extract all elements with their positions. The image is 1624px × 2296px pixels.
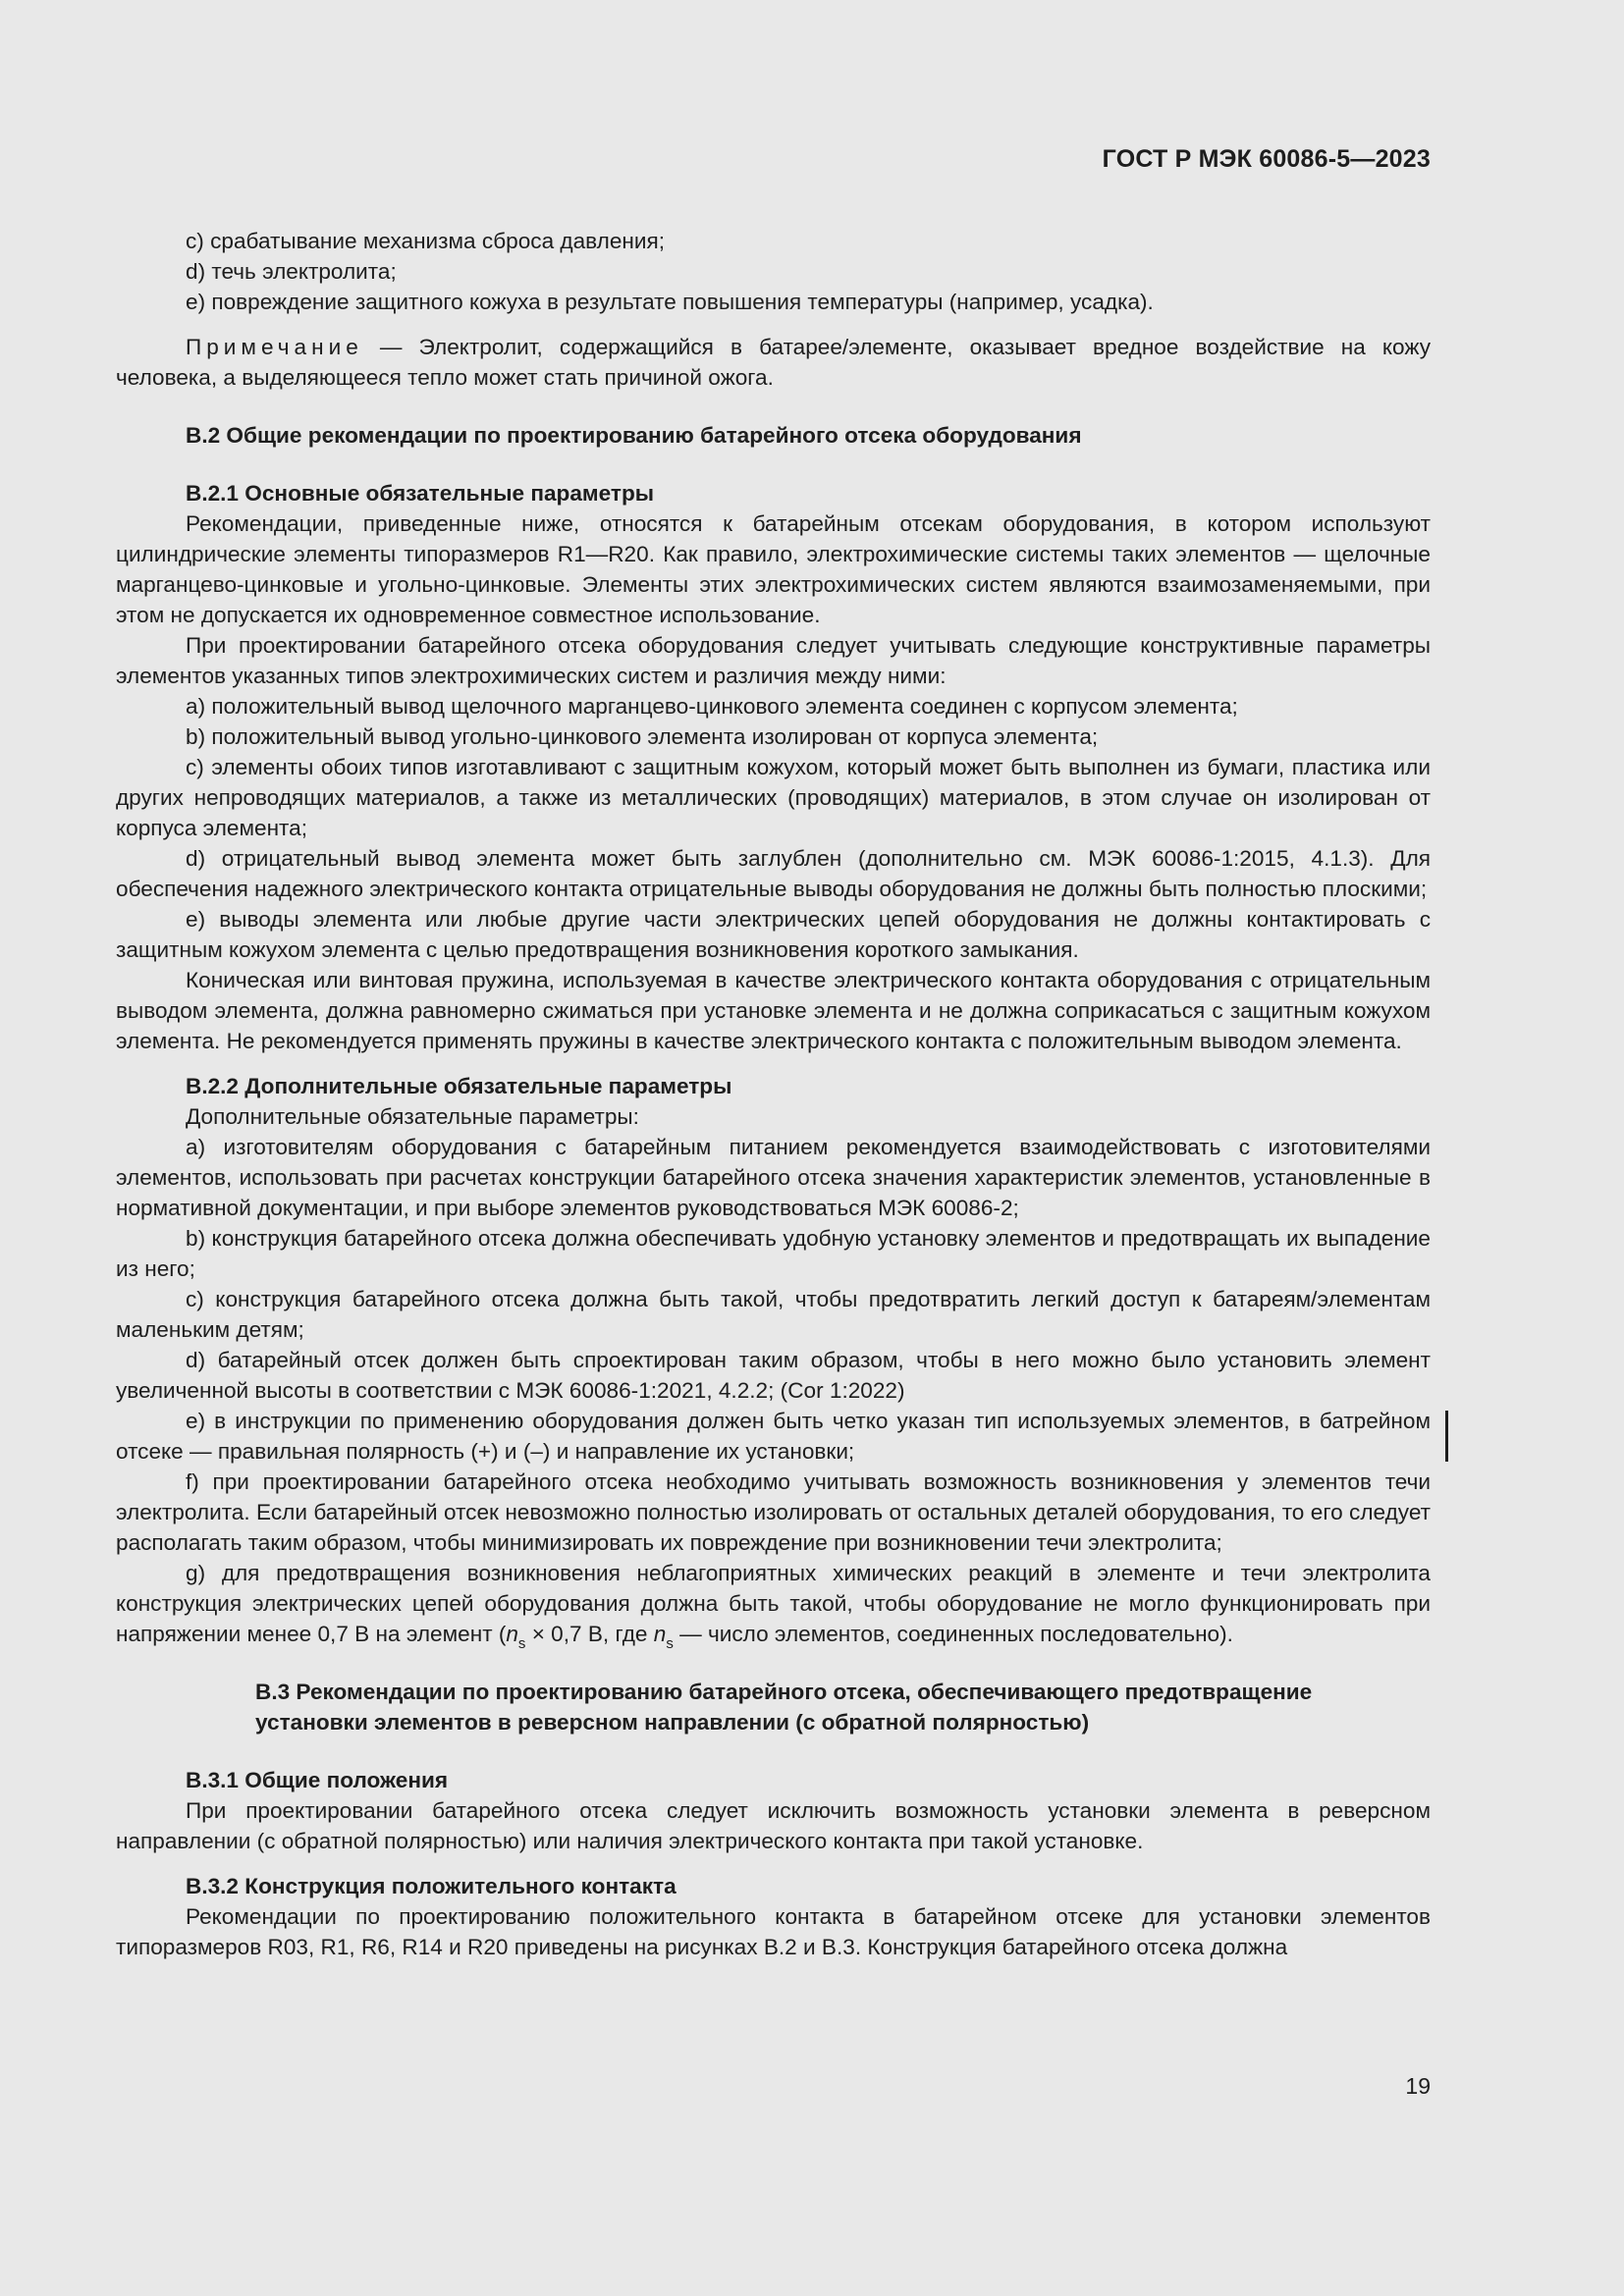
list-item: b) конструкция батарейного отсека должна обеспечивать удобную установку элементов и предотвращать их выпадение из него; — [116, 1226, 1431, 1281]
paragraph: Дополнительные обязательные параметры: — [186, 1104, 639, 1129]
paragraph: При проектировании батарейного отсека оборудования следует учитывать следующие конструктивные параметры элементов указанных типов электрохимических систем и различия между ними: — [116, 633, 1431, 688]
paragraph: Рекомендации по проектированию положительного контакта в батарейном отсеке для установки элементов типоразмеров R03, R1, R6, R14 и R20 приведены на рисунках B.2 и B.3. Конструкция батарейного отсека должна — [116, 1904, 1431, 1959]
list-item: d) батарейный отсек должен быть спроектирован таким образом, чтобы в него можно было установить элемент увеличенной высоты в соответствии с МЭК 60086-1:2021, 4.2.2; (Cor 1:2022) — [116, 1348, 1431, 1403]
list-item: c) срабатывание механизма сброса давления; — [186, 229, 666, 253]
note-text: — Электролит, содержащийся в батарее/элементе, оказывает вредное воздействие на кожу человека, а выделяющееся тепло может стать причиной ожога. — [116, 335, 1431, 390]
change-marker-bar — [1445, 1411, 1448, 1462]
list-item: c) элементы обоих типов изготавливают с защитным кожухом, который может быть выполнен из бумаги, пластика или других непроводящих материалов, а также из металлических (проводящих) материалов, в этом случае он изолирован от корпуса элемента; — [116, 755, 1431, 840]
page-number: 19 — [1405, 2073, 1431, 2099]
note-paragraph — [116, 332, 1431, 393]
list-item: d) течь электролита; — [186, 259, 397, 284]
list-item: a) положительный вывод щелочного марганцево-цинкового элемента соединен с корпусом элемента; — [186, 694, 1238, 719]
list-item: f) при проектировании батарейного отсека необходимо учитывать возможность возникновения у элементов течи электролита. Если батарейный отсек невозможно полностью изолировать от остальных деталей оборудования, то его следует располагать таким образом, чтобы минимизировать их повреждение при возникновении течи электролита; — [116, 1469, 1431, 1555]
list-item: e) повреждение защитного кожуха в результате повышения температуры (например, усадка). — [186, 290, 1154, 314]
paragraph: Рекомендации, приведенные ниже, относятся к батарейным отсекам оборудования, в котором используют цилиндрические элементы типоразмеров R1—R20. Как правило, электрохимические системы таких элементов — щелочные марганцево-цинковые и угольно-цинковые. Элементы этих электрохимических систем являются взаимозаменяемыми, при этом не допускается их одновременное совместное использование. — [116, 511, 1431, 627]
paragraph: Коническая или винтовая пружина, используемая в качестве электрического контакта оборудования с отрицательным выводом элемента, должна равномерно сжиматься при установке элемента и не должна соприкасаться с защитным кожухом элемента. Не рекомендуется применять пружины в качестве электрического контакта с положительным выводом элемента. — [116, 968, 1431, 1053]
subsection-heading-b22: B.2.2 Дополнительные обязательные параметры — [186, 1074, 732, 1098]
page-content — [116, 226, 1431, 1962]
list-item: b) положительный вывод угольно-цинкового элемента изолирован от корпуса элемента; — [186, 724, 1099, 749]
list-item: d) отрицательный вывод элемента может быть заглублен (дополнительно см. МЭК 60086-1:2015, 4.1.3). Для обеспечения надежного электрического контакта отрицательные выводы оборудования не должны быть полностью плоскими; — [116, 846, 1431, 901]
section-heading-b2: B.2 Общие рекомендации по проектированию батарейного отсека оборудования — [186, 423, 1082, 448]
subsection-heading-b32: B.3.2 Конструкция положительного контакта — [186, 1874, 677, 1898]
list-item: c) конструкция батарейного отсека должна быть такой, чтобы предотвратить легкий доступ к батареям/элементам маленьким детям; — [116, 1287, 1431, 1342]
list-item: e) выводы элемента или любые другие части электрических цепей оборудования не должны контактировать с защитным кожухом элемента с целью предотвращения возникновения короткого замыкания. — [116, 907, 1431, 962]
paragraph: При проектировании батарейного отсека следует исключить возможность установки элемента в реверсном направлении (с обратной полярностью) или наличия электрического контакта при такой установке. — [116, 1798, 1431, 1853]
list-item: a) изготовителям оборудования с батарейным питанием рекомендуется взаимодействовать с изготовителями элементов, использовать при расчетах конструкции батарейного отсека значения характеристик элементов, установленные в нормативной документации, и при выборе элементов руководствоваться МЭК 60086-2; — [116, 1135, 1431, 1220]
list-item: g) для предотвращения возникновения неблагоприятных химических реакций в элементе и течи электролита конструкция электрических цепей оборудования должна быть такой, чтобы оборудование не могло функционировать при напряжении менее 0,7 В на элемент ($n_s \times 0,7$ В, где $n_s$ — число элементов, соединенных последовательно). — [116, 1561, 1431, 1652]
note-label: Примечание — [186, 335, 363, 359]
document-header: ГОСТ Р МЭК 60086-5—2023 — [1102, 145, 1431, 173]
subsection-heading-b31: B.3.1 Общие положения — [186, 1768, 449, 1792]
subsection-heading-b21: B.2.1 Основные обязательные параметры — [186, 481, 655, 506]
section-heading-b3: B.3 Рекомендации по проектированию батарейного отсека, обеспечивающего предотвращение установки элементов в реверсном направлении (с обратной полярностью) — [255, 1680, 1313, 1735]
list-item: e) в инструкции по применению оборудования должен быть четко указан тип используемых элементов, в батрейном отсеке — правильная полярность (+) и (–) и направление их установки; — [116, 1409, 1431, 1464]
